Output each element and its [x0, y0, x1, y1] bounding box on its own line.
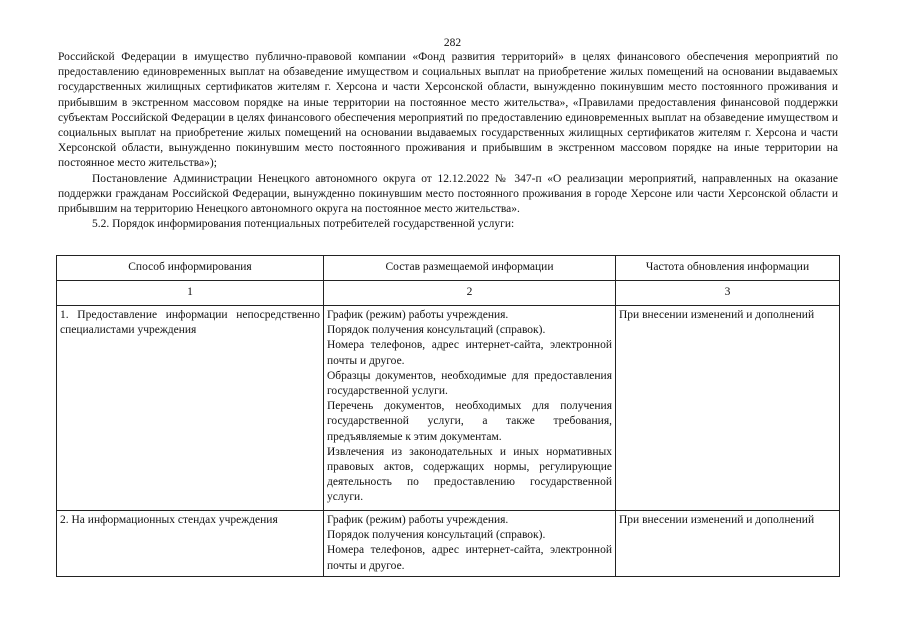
section-heading: 5.2. Порядок информирования потенциальных потребителей государственной услуги: [92, 218, 515, 231]
cell-frequency: При внесении изменений и дополнений [616, 511, 840, 577]
table-header-row [57, 256, 840, 281]
body-text [58, 50, 838, 232]
paragraph-1: Российской Федерации в имущество публично-правовой компании «Фонд развития территорий» в целях финансового обеспечения мероприятий по предоставлению единовременных выплат на обзаведение имуществом и социальных выплат на приобретение жилых помещений на основании выдаваемых государственных жилищных сертификатов жителям г. Херсона и части Херсонской области, вынужденно покинувшим место постоянного проживания и прибывшим в экстренном массовом порядке на иные территории на постоянное место жительства», «Правилами предоставления финансовой поддержки субъектам Российской Федерации в целях финансового обеспечения мероприятий по предоставлению единовременных выплат на обзаведение имуществом и социальных выплат на приобретение жилых помещений на основании выдаваемых государственных жилищных сертификатов жителям г. Херсона и части Херсонской области, вынужденно покинувшим место постоянного проживания и прибывшим в экстренном массовом порядке на иные территории на постоянное место жительства»); [58, 51, 838, 170]
content-line: График (режим) работы учреждения. [327, 514, 509, 526]
column-number: 2 [324, 281, 616, 306]
content-line: Номера телефонов, адрес интернет-сайта, электронной почты и другое. [327, 339, 612, 367]
cell-method: 1. Предоставление информации непосредственно специалистами учреждения [57, 306, 324, 511]
column-number: 1 [57, 281, 324, 306]
table-number-row [57, 281, 840, 306]
content-line: Извлечения из законодательных и иных нормативных правовых актов, содержащих нормы, регулирующие деятельность по предоставлению государственной услуги. [327, 445, 612, 504]
table-row [57, 511, 840, 577]
cell-frequency: При внесении изменений и дополнений [616, 306, 840, 511]
content-line: Образцы документов, необходимые для предоставления государственной услуги. [327, 369, 612, 398]
cell-content [324, 306, 616, 511]
cell-content [324, 511, 616, 577]
header-content: Состав размещаемой информации [324, 256, 616, 281]
page-number: 282 [443, 37, 462, 49]
content-line: Номера телефонов, адрес интернет-сайта, электронной почты и другое. [327, 544, 612, 572]
header-method: Способ информирования [57, 256, 324, 281]
informing-table [56, 255, 840, 577]
content-line: Перечень документов, необходимых для получения государственной услуги, а также требования, предъявляемые к этим документам. [327, 400, 612, 443]
column-number: 3 [616, 281, 840, 306]
header-frequency: Частота обновления информации [616, 256, 840, 281]
paragraph-2: Постановление Администрации Ненецкого автономного округа от 12.12.2022 № 347-п «О реализации мероприятий, направленных на оказание поддержки гражданам Российской Федерации, вынужденно покинувшим место постоянного проживания в городе Херсоне или части Херсонской области и прибывшим на территорию Ненецкого автономного округа на постоянное место жительства». [58, 172, 838, 216]
table-row [57, 306, 840, 511]
cell-method: 2. На информационных стендах учреждения [57, 511, 324, 577]
content-line: График (режим) работы учреждения. [327, 309, 509, 321]
content-line: Порядок получения консультаций (справок). [327, 324, 546, 337]
content-line: Порядок получения консультаций (справок). [327, 529, 546, 542]
